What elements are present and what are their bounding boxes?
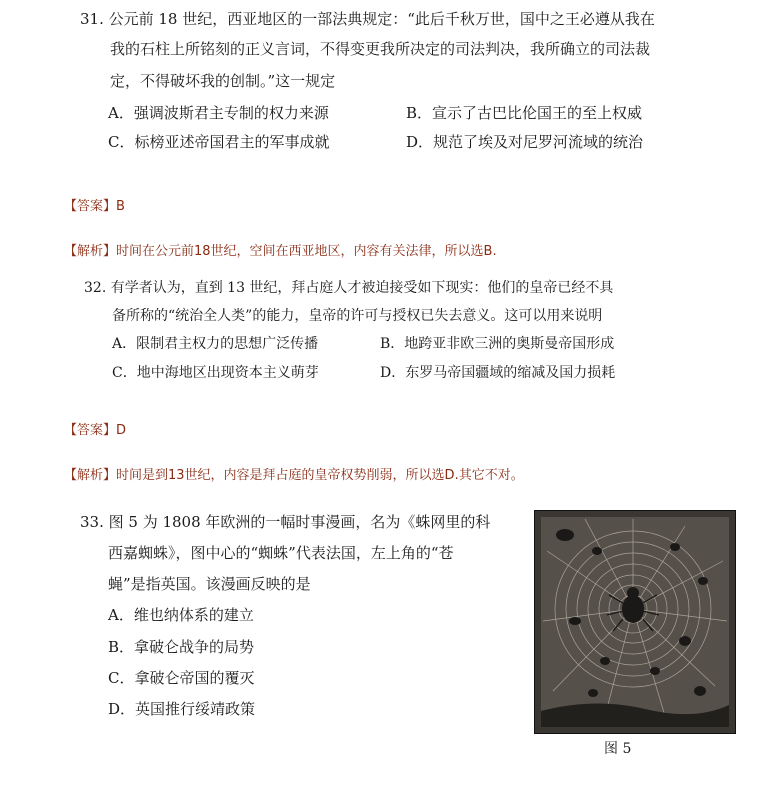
analysis-31 — [64, 240, 497, 259]
question-33-option-b: B．拿破仑战争的局势 — [108, 638, 255, 656]
question-32-option-b: B．地跨亚非欧三洲的奥斯曼帝国形成 — [380, 336, 615, 352]
analysis-32 — [64, 464, 524, 483]
question-32-option-c: C．地中海地区出现资本主义萌芽 — [112, 365, 319, 381]
question-32-line-1: 32. 有学者认为，直到 13 世纪，拜占庭人才被迫接受如下现实：他们的皇帝已经不具 — [84, 280, 614, 296]
answer-tag: 【答案】 — [64, 423, 117, 438]
question-33-line-3: 蝇”是指英国。该漫画反映的是 — [108, 575, 311, 593]
question-32-option-a: A．限制君主权力的思想广泛传播 — [112, 336, 319, 352]
question-32-line-2: 备所称的“统治全人类”的能力，皇帝的许可与授权已失去意义。这可以用来说明 — [112, 308, 603, 324]
figure-caption: 图 5 — [604, 741, 632, 757]
analysis-text: 时间是到13世纪，内容是拜占庭的皇帝权势削弱，所以选D.其它不对。 — [116, 468, 524, 483]
answer-31 — [64, 195, 125, 214]
question-32-option-d: D．东罗马帝国疆域的缩减及国力损耗 — [380, 365, 616, 381]
answer-tag: 【答案】 — [64, 199, 117, 214]
analysis-tag: 【解析】 — [64, 244, 117, 259]
question-33-option-a: A．维也纳体系的建立 — [108, 606, 254, 624]
spider-web-cartoon-image — [534, 510, 736, 734]
question-31-line-1: 31. 公元前 18 世纪，西亚地区的一部法典规定：“此后千秋万世，国中之王必遵从我在 — [80, 10, 655, 28]
question-31-option-d: D．规范了埃及对尼罗河流域的统治 — [406, 133, 644, 151]
answer-value: D — [116, 423, 127, 438]
analysis-tag: 【解析】 — [64, 468, 117, 483]
spider-web-illustration — [535, 511, 735, 733]
answer-32 — [64, 419, 126, 438]
question-31-line-2: 我的石柱上所铭刻的正义言词，不得变更我所决定的司法判决，我所确立的司法裁 — [110, 40, 651, 58]
question-31-option-a: A．强调波斯君主专制的权力来源 — [108, 104, 329, 122]
question-33-option-d: D．英国推行绥靖政策 — [108, 700, 256, 718]
question-31-line-3: 定，不得破坏我的创制。”这一规定 — [110, 72, 336, 90]
question-33-option-c: C．拿破仑帝国的覆灭 — [108, 669, 255, 687]
question-33-line-1: 33. 图 5 为 1808 年欧洲的一幅时事漫画，名为《蛛网里的科 — [80, 513, 491, 531]
question-33-line-2: 西嘉蜘蛛》，图中心的“蜘蛛”代表法国，左上角的“苍 — [108, 544, 454, 562]
answer-value: B — [116, 199, 125, 214]
question-31-option-c: C．标榜亚述帝国君主的军事成就 — [108, 133, 330, 151]
question-31-option-b: B．宣示了古巴比伦国王的至上权威 — [406, 104, 643, 122]
analysis-text: 时间在公元前18世纪，空间在西亚地区，内容有关法律，所以选B. — [116, 244, 497, 259]
